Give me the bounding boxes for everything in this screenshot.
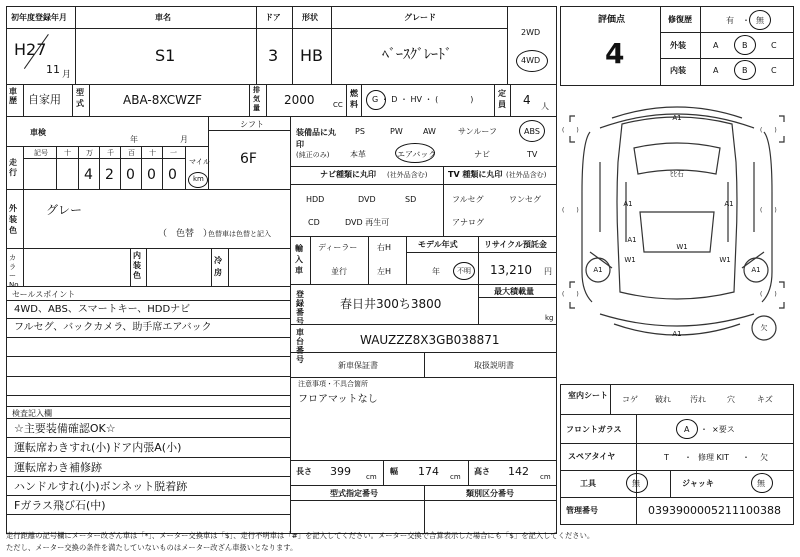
equipment-label: 装備品に丸印 <box>296 128 336 149</box>
svg-text:( ): ( ) <box>760 207 777 214</box>
damage-mark: A1 <box>627 236 637 244</box>
plate: 春日井300ち3800 <box>340 297 442 311</box>
damage-mark: W1 <box>624 256 636 264</box>
fuel-label: 燃料 <box>350 89 358 109</box>
footer-note: ただし、メーター交換の条件を満たしていないものはメーター改ざん車扱いとなります。 <box>6 543 298 552</box>
mileage-digit: 0 <box>168 167 177 183</box>
model-code: ABA-8XCWZF <box>123 93 203 107</box>
management-number: 0393900005211100388 <box>648 504 781 517</box>
door-label: ドア <box>265 13 281 22</box>
damage-mark: A1 <box>751 266 761 274</box>
svg-text:( ): ( ) <box>562 127 579 134</box>
svg-text:( ): ( ) <box>760 291 777 298</box>
grade: ﾍﾞｰｽｸﾞﾚｰﾄﾞ <box>382 47 452 63</box>
damage-mark: W1 <box>719 256 731 264</box>
car-damage-diagram <box>560 92 794 380</box>
mileage-digit: 2 <box>105 167 114 183</box>
sales-label: セールスポイント <box>12 290 76 299</box>
usage-label: 車歴 <box>9 87 17 105</box>
shape-label: 形状 <box>302 13 318 22</box>
drive-2wd: 2WD <box>521 28 541 37</box>
recycle-amount: 13,210 <box>490 263 532 277</box>
reg-year-label: 初年度登録年月 <box>11 13 67 22</box>
inspector-line: ハンドルすれ(小)ボンネット脱着跡 <box>14 480 188 493</box>
shaken-label: 車検 <box>30 128 46 137</box>
damage-mark: A1 <box>672 114 682 122</box>
damage-mark: 欠 <box>760 324 768 332</box>
width: 174 <box>418 465 439 478</box>
grade-label: グレード <box>404 13 436 22</box>
shift-label: シフト <box>240 120 264 129</box>
inspector-line: 運転席わきすれ(小)ドア内張A(小) <box>14 441 182 454</box>
capacity: 4 <box>523 93 531 107</box>
displacement: 2000 <box>284 93 315 107</box>
fuel-options: G ・ D ・ HV ・ ( ) <box>372 95 474 104</box>
sales-line: フルセグ、バックカメラ、助手席エアバック <box>14 322 212 333</box>
chassis-label: 車台番号 <box>296 328 304 364</box>
car-name: S1 <box>155 46 176 65</box>
mileage-digit: 0 <box>147 167 156 183</box>
svg-text:( ): ( ) <box>760 127 777 134</box>
damage-mark: A1 <box>623 200 633 208</box>
displacement-label: 排気量 <box>253 86 260 112</box>
notes-text: フロアマットなし <box>298 394 378 405</box>
inspector-line: Fガラス飛び石(中) <box>14 499 106 512</box>
cooler-label: 冷房 <box>214 256 222 277</box>
usage: 自家用 <box>28 93 61 106</box>
color-value: グレー <box>46 203 83 217</box>
damage-mark: A1 <box>672 330 682 338</box>
mileage-digit: 0 <box>126 167 135 183</box>
reg-month: 11 <box>46 63 60 76</box>
registration-label: 登録番号 <box>296 290 304 326</box>
damage-mark: A1 <box>593 266 603 274</box>
inspector-line: 運転席わき補修跡 <box>14 461 102 474</box>
seat-label: 室内シート <box>568 391 608 400</box>
era-year: H27 <box>14 40 47 59</box>
damage-mark: W1 <box>676 243 688 251</box>
length: 399 <box>330 465 351 478</box>
damage-mark: A1 <box>724 200 734 208</box>
doors: 3 <box>268 46 279 65</box>
capacity-label: 定員 <box>498 89 506 109</box>
model-label: 型式 <box>76 88 84 108</box>
mileage-label: 走行 <box>9 158 17 177</box>
inspector-label: 検査記入欄 <box>12 409 52 418</box>
shift: 6F <box>240 151 257 167</box>
sales-line: 4WD、ABS、スマートキー、HDDナビ <box>14 304 191 315</box>
inspector-line: ☆主要装備確認OK☆ <box>14 422 116 435</box>
height: 142 <box>508 465 529 478</box>
damage-mark: ﾋﾋ石 <box>670 170 684 178</box>
mileage-digit: 4 <box>84 167 93 183</box>
interior-color-label: 内装色 <box>133 251 141 280</box>
score: 4 <box>605 37 625 70</box>
shape: HB <box>300 46 324 65</box>
car-name-label: 車名 <box>155 13 171 22</box>
color-label: 外装色 <box>9 204 17 235</box>
svg-text:( ): ( ) <box>562 207 579 214</box>
footer-note: 走行距離の記号欄にメーター改ざん車は「*」、メーター交換車は「$」、走行不明車は「#」を記入してください。メーター交換で合算表示した場合にも「$」を記入してください。 <box>6 531 595 540</box>
import-label: 輸入車 <box>295 244 303 275</box>
drive-4wd: 4WD <box>521 56 541 65</box>
color-no-label: カラーNo. <box>9 254 21 289</box>
svg-text:( ): ( ) <box>562 291 579 298</box>
chassis-no: WAUZZZ8X3GB038871 <box>360 333 500 347</box>
